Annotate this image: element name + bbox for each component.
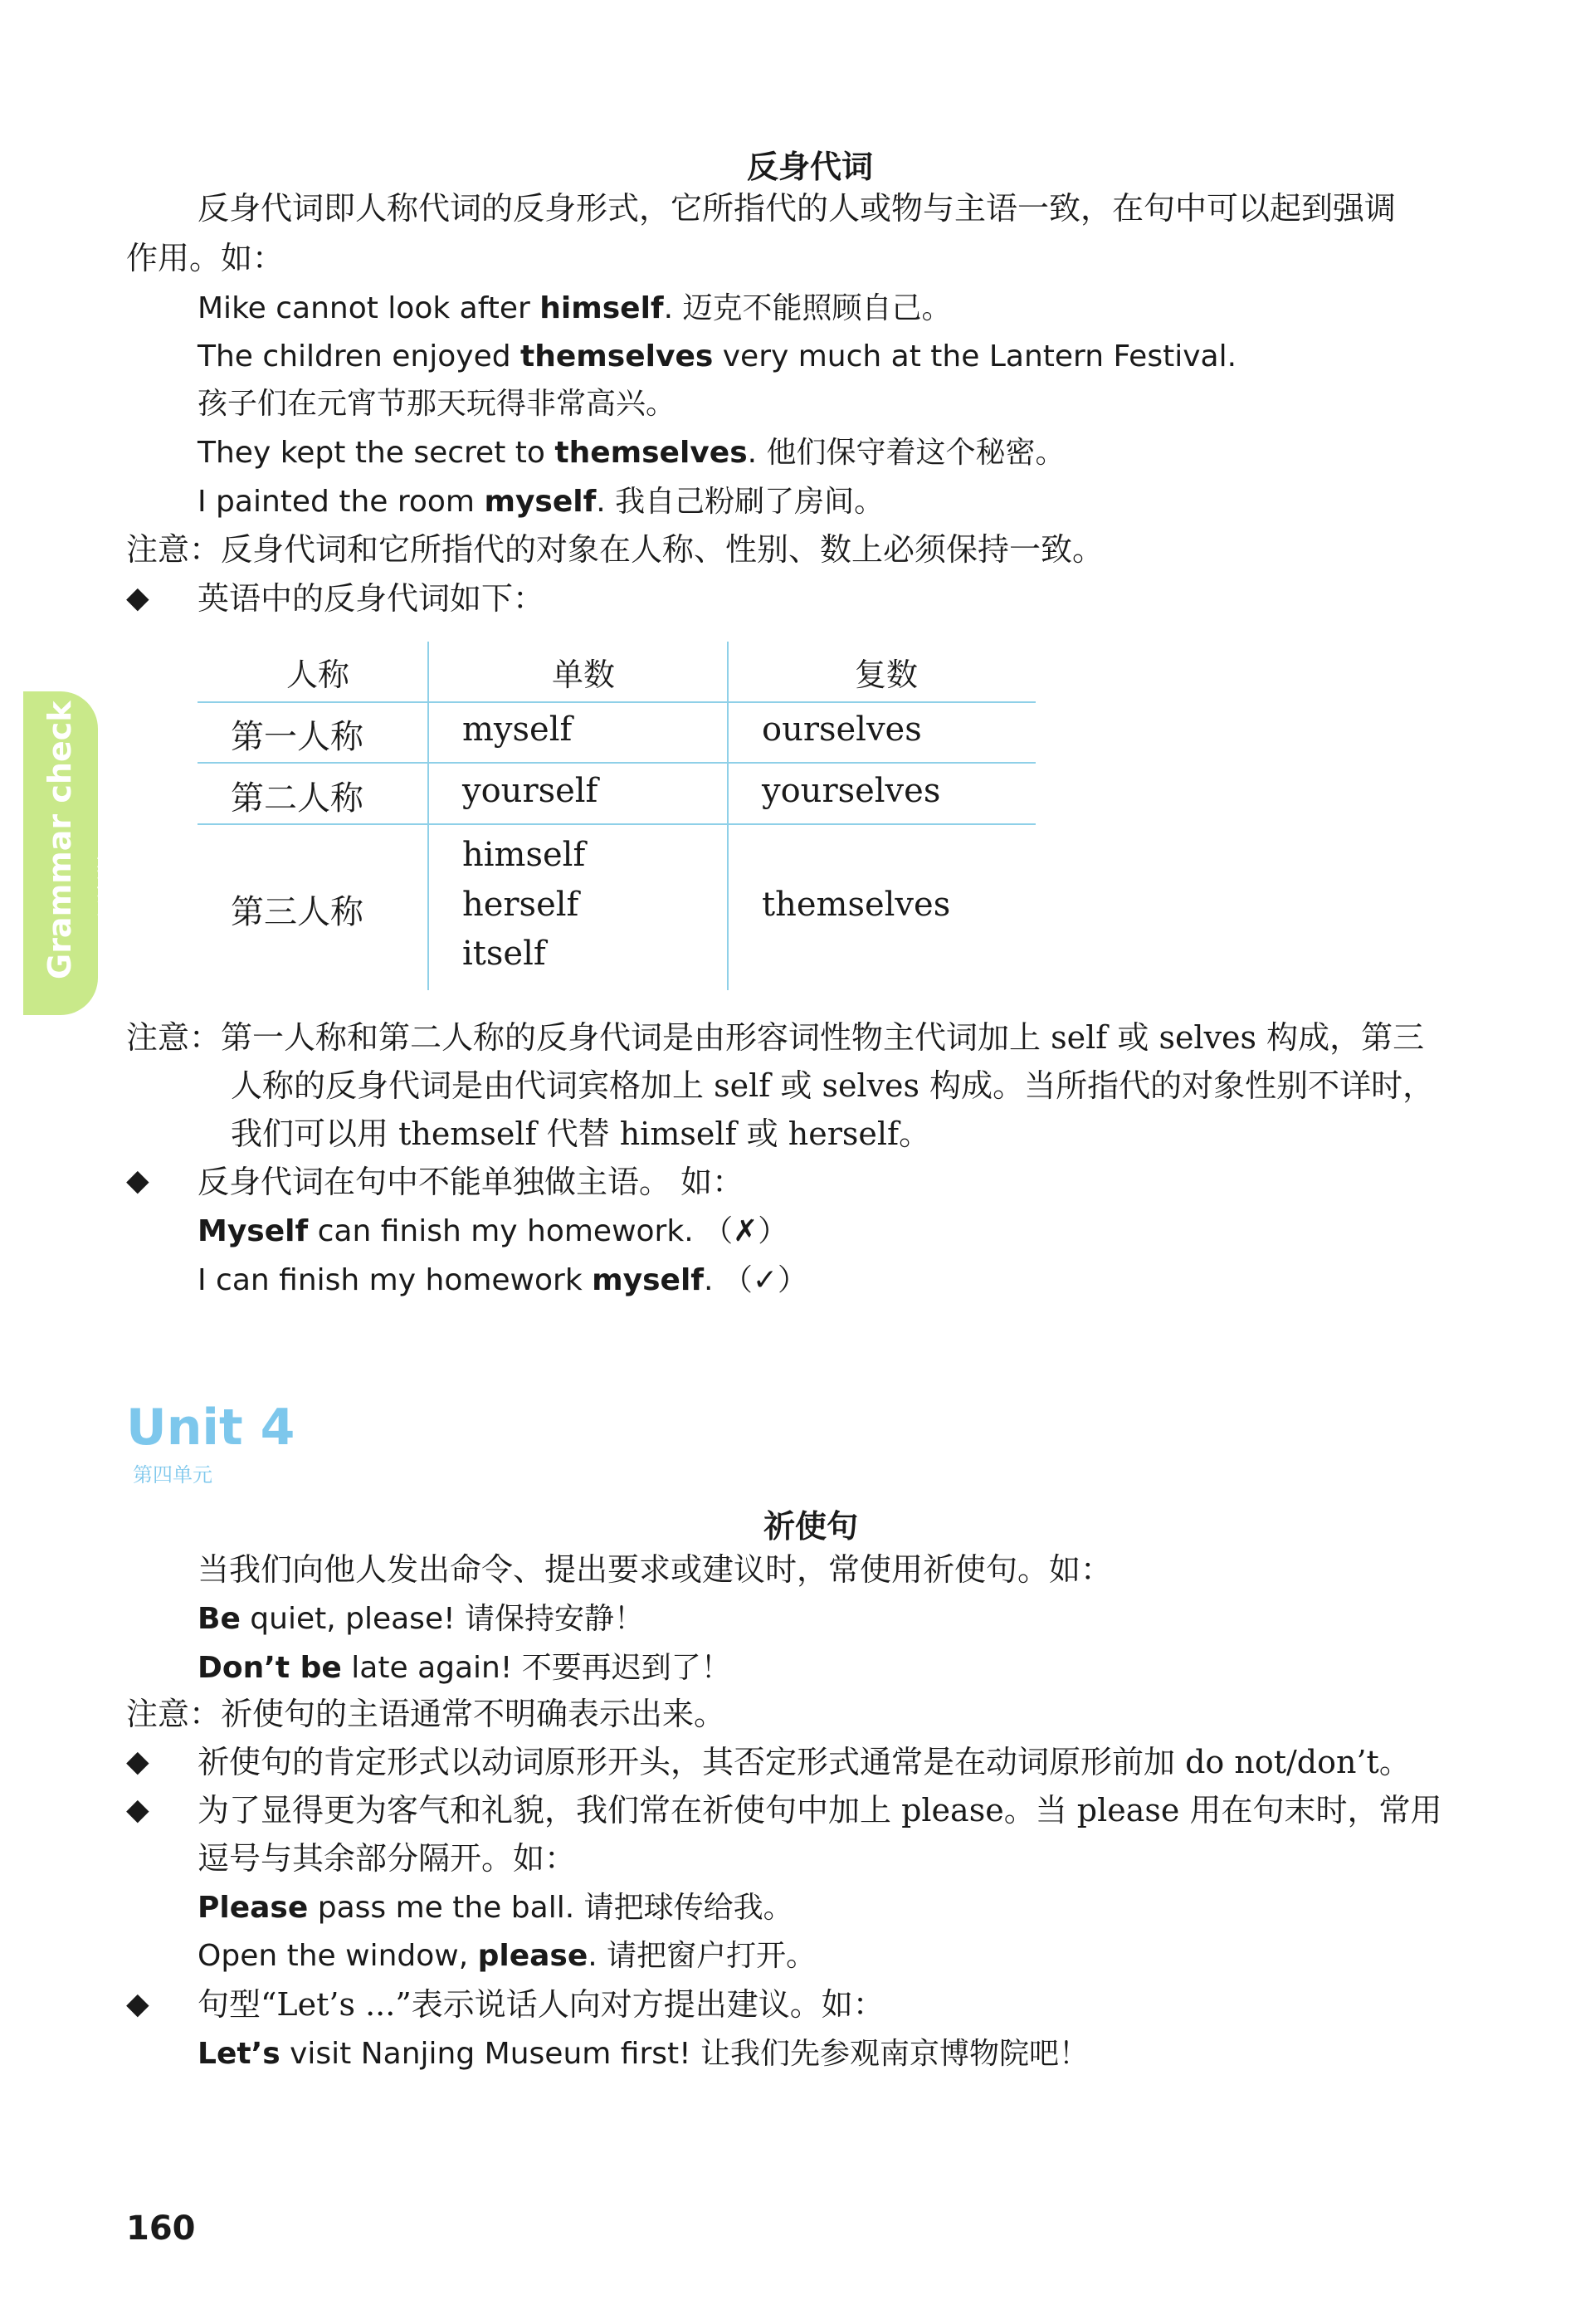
- example-2: The children enjoyed themselves very much at the Lantern Festival.: [198, 339, 1237, 374]
- unit4-bullet-1: 祈使句的肯定形式以动词原形开头，其否定形式通常是在动词原形前加 do not/don’t。: [198, 1744, 1411, 1780]
- unit4-note: 注意：祈使句的主语通常不明确表示出来。: [126, 1696, 726, 1732]
- unit4-bullet-2-line-2: 逗号与其余部分隔开。如：: [198, 1840, 577, 1877]
- wrong-example: Myself can finish my homework. （✗）: [198, 1214, 788, 1248]
- side-tab-cn-label: 语法讲解: [97, 843, 118, 917]
- bullet-1: 英语中的反身代词如下：: [198, 580, 545, 617]
- unit-title: Unit 4: [126, 1399, 295, 1457]
- row2-singular: yourself: [462, 772, 598, 810]
- row1-plural: ourselves: [762, 710, 922, 749]
- unit-subtitle: 第四单元: [133, 1463, 212, 1487]
- unit4-bullet-2-line-1: 为了显得更为客气和礼貌，我们常在祈使句中加上 please。当 please 用在句末时，常用: [198, 1792, 1442, 1828]
- row2-person: 第二人称: [231, 779, 363, 818]
- unit4-bullet-3: 句型“Let’s ...”表示说话人向对方提出建议。如：: [198, 1986, 885, 2023]
- bullet-icon: ◆: [126, 1164, 149, 1198]
- unit4-heading: 祈使句: [763, 1508, 859, 1545]
- unit4-example-4: Open the window, please. 请把窗户打开。: [198, 1939, 817, 1973]
- row1-person: 第一人称: [231, 718, 363, 756]
- bullet-icon: ◆: [126, 581, 149, 615]
- section-title: 反身代词: [747, 149, 874, 185]
- note-2-line-3: 我们可以用 themself 代替 himself 或 herself。: [231, 1116, 931, 1152]
- unit4-example-5: Let’s visit Nanjing Museum first! 让我们先参观南京博物院吧！: [198, 2037, 1089, 2071]
- note-1: 注意：反身代词和它所指代的对象在人称、性别、数上必须保持一致。: [126, 531, 1105, 568]
- note-2-line-2: 人称的反身代词是由代词宾格加上 self 或 selves 构成。当所指代的对象性别不详时，: [231, 1067, 1435, 1104]
- bullet-icon: ◆: [126, 1745, 149, 1779]
- row3-singular-1: himself: [462, 836, 586, 874]
- unit4-example-2: Don’t be late again! 不要再迟到了！: [198, 1651, 731, 1685]
- row3-person: 第三人称: [231, 893, 363, 931]
- header-person: 人称: [286, 657, 350, 693]
- row2-plural: yourselves: [762, 772, 941, 810]
- right-example: I can finish my homework myself. （✓）: [198, 1263, 808, 1297]
- header-plural: 复数: [855, 657, 919, 693]
- row1-singular: myself: [462, 710, 573, 749]
- row3-plural: themselves: [762, 886, 951, 924]
- bullet-icon: ◆: [126, 1793, 149, 1827]
- intro-line-1: 反身代词即人称代词的反身形式，它所指代的人或物与主语一致，在句中可以起到强调: [198, 190, 1397, 227]
- bullet-icon: ◆: [126, 1987, 149, 2021]
- unit4-example-1: Be quiet, please! 请保持安静！: [198, 1602, 644, 1636]
- intro-line-2: 作用。如：: [126, 240, 285, 276]
- row3-singular-3: itself: [462, 935, 546, 973]
- row3-singular-2: herself: [462, 886, 579, 924]
- side-tab-label: Grammar check: [41, 701, 78, 979]
- unit4-intro: 当我们向他人发出命令、提出要求或建议时，常使用祈使句。如：: [198, 1551, 1113, 1588]
- example-2-translation: 孩子们在元宵节那天玩得非常高兴。: [198, 387, 676, 421]
- page-number: 160: [126, 2209, 196, 2248]
- bullet-2: 反身代词在句中不能单独做主语。 如：: [198, 1164, 744, 1200]
- example-3: They kept the secret to themselves. 他们保守着这个秘密。: [198, 436, 1066, 470]
- unit4-example-3: Please pass me the ball. 请把球传给我。: [198, 1891, 793, 1925]
- example-4: I painted the room myself. 我自己粉刷了房间。: [198, 485, 885, 519]
- note-2-line-1: 注意：第一人称和第二人称的反身代词是由形容词性物主代词加上 self 或 selves 构成，第三: [126, 1019, 1425, 1056]
- header-singular: 单数: [552, 657, 616, 693]
- example-1: Mike cannot look after himself. 迈克不能照顾自己。: [198, 291, 952, 325]
